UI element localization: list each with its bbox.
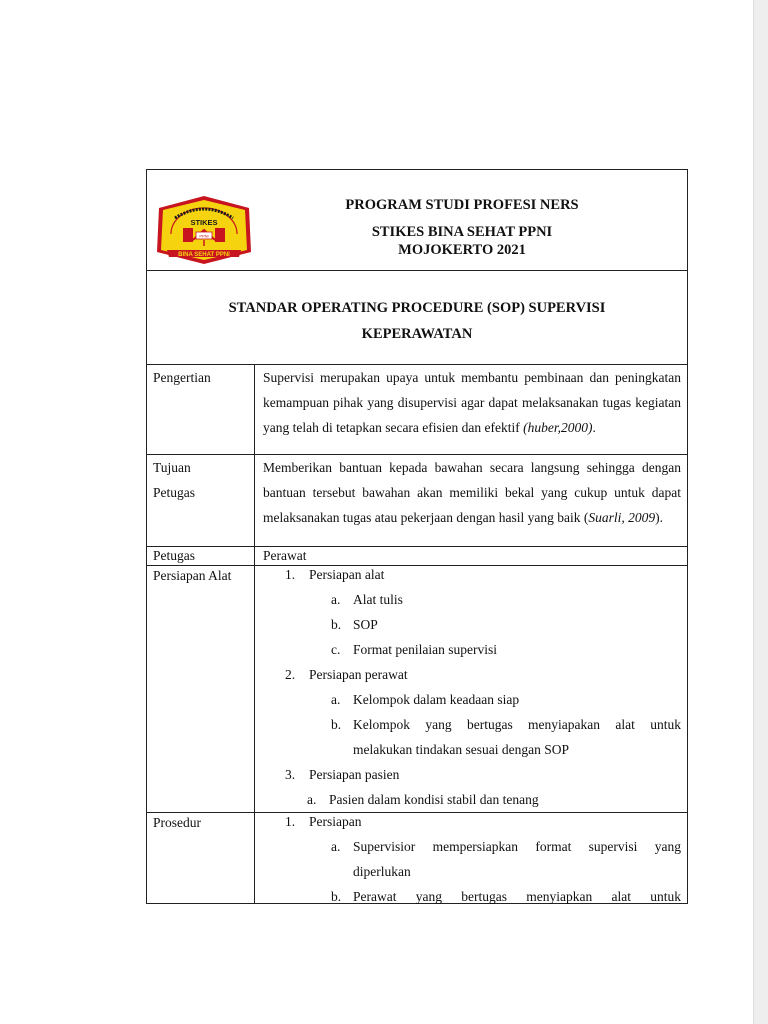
sub-text: Supervisior mempersiapkan format supervisi yang [353, 839, 681, 854]
sop-title-line2: KEPERAWATAN [361, 326, 473, 342]
sub-letter: a. [331, 839, 341, 854]
sub-item [263, 712, 681, 737]
page-edge [753, 0, 768, 1024]
list-item [263, 762, 681, 787]
sub-letter: b. [331, 889, 342, 904]
list-number: 2. [285, 667, 296, 682]
sub-text: Format penilaian supervisi [353, 642, 497, 657]
sop-title-line1: STANDAR OPERATING PROCEDURE (SOP) SUPERVISI [228, 300, 606, 316]
row-content [255, 455, 687, 546]
sub-item [263, 612, 681, 637]
sub-item [263, 884, 681, 909]
text-end: . [592, 420, 596, 435]
sub-letter: b. [331, 617, 342, 632]
row-label [147, 455, 255, 546]
sub-item [263, 587, 681, 612]
sub-text: Pasien dalam kondisi stabil dan tenang [329, 792, 539, 807]
sub-text: Perawat yang bertugas menyiapkan alat untuk [353, 889, 681, 904]
sop-document [146, 169, 688, 904]
row-label: Prosedur [147, 813, 255, 903]
svg-text:PPNI: PPNI [199, 233, 209, 239]
purpose-text: Memberikan bantuan kepada bawahan secara langsung sehingga dengan bantuan tersebut bawahan akan memiliki bekal yang cukup untuk dapat melaksanakan tugas atau pekerjaan dengan hasil yang baik ( [263, 460, 681, 525]
list-number: 1. [285, 814, 296, 829]
svg-text:BINA SEHAT PPNI: BINA SEHAT PPNI [178, 251, 230, 258]
row-pengertian [147, 365, 687, 455]
row-content [255, 809, 687, 903]
row-content [255, 562, 687, 812]
sub-text: SOP [353, 617, 378, 632]
sub-text: Kelompok yang bertugas menyiapakan alat untuk [353, 717, 681, 732]
sub-item-continued [263, 737, 681, 762]
sub-letter: a. [331, 592, 341, 607]
list-text: Persiapan alat [309, 567, 385, 582]
list-item [263, 662, 681, 687]
list-item [263, 562, 681, 587]
list-text: Persiapan perawat [309, 667, 408, 682]
sub-text: Kelompok dalam keadaan siap [353, 692, 520, 707]
row-label: Persiapan Alat [147, 566, 255, 812]
list-number: 3. [285, 767, 296, 782]
list-item [263, 809, 681, 834]
row-content [255, 365, 687, 454]
city-year: MOJOKERTO 2021 [398, 242, 526, 258]
row-label: Petugas [147, 547, 255, 565]
row-content: Perawat [263, 548, 307, 563]
sub-text: diperlukan [353, 864, 411, 879]
document-header [147, 170, 687, 271]
list-text: Persiapan pasien [309, 767, 400, 782]
sub-letter: b. [331, 717, 342, 732]
row-label-line2: Petugas [153, 485, 195, 500]
row-tujuan [147, 455, 687, 547]
row-label: Pengertian [147, 365, 255, 454]
list-number: 1. [285, 567, 296, 582]
svg-text:STIKES: STIKES [190, 218, 218, 227]
text-end: ). [655, 510, 664, 525]
sub-item [263, 687, 681, 712]
sub-item [263, 637, 681, 662]
row-label-line1: Tujuan [153, 460, 191, 475]
sub-item [263, 834, 681, 859]
sub-letter: c. [331, 642, 341, 657]
sub-letter: a. [307, 792, 317, 807]
row-persiapan-alat [147, 566, 687, 813]
citation: Suarli, 2009 [588, 510, 656, 525]
sop-title [147, 271, 687, 365]
citation: (huber,2000) [523, 420, 593, 435]
list-text: Persiapan [309, 814, 362, 829]
row-prosedur [147, 813, 687, 904]
institution-name: STIKES BINA SEHAT PPNI [371, 224, 553, 240]
sub-letter: a. [331, 692, 341, 707]
sub-item-continued [263, 859, 681, 884]
header-text-block [237, 196, 687, 259]
sub-text: Alat tulis [353, 592, 403, 607]
program-title: PROGRAM STUDI PROFESI NERS [345, 197, 579, 213]
definition-text: Supervisi merupakan upaya untuk membantu pembinaan dan peningkatan kemampuan pihak yang disupervisi agar dapat melaksanakan tugas kegiatan yang telah di tetapkan secara efisien dan efektif [263, 370, 681, 435]
sub-text: melakukan tindakan sesuai dengan SOP [353, 742, 569, 757]
